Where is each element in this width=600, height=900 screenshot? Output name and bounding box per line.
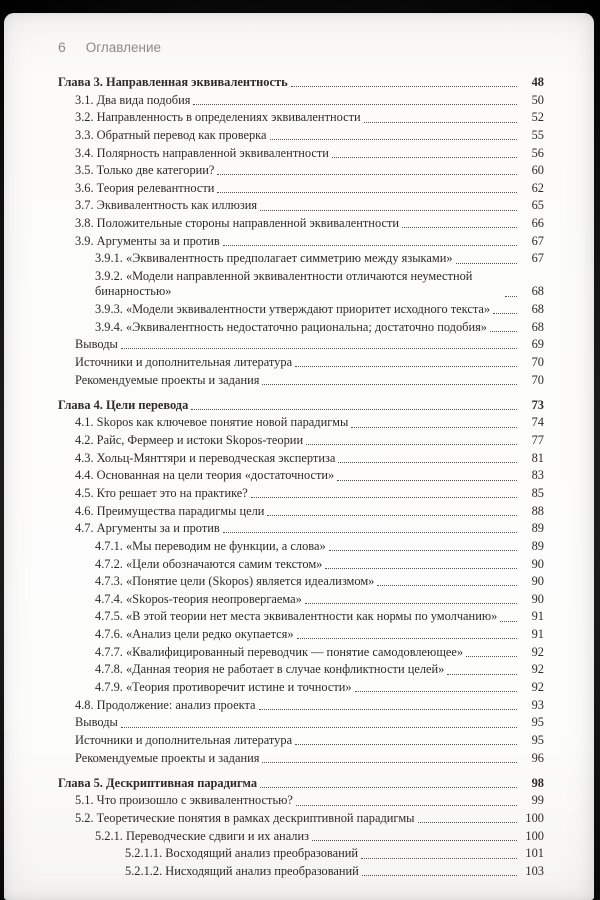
toc-row bbox=[58, 846, 544, 861]
toc-page-number: 50 bbox=[531, 92, 544, 107]
toc-entry-title: 3.9. Аргументы за и против bbox=[75, 233, 220, 248]
toc-entry-title: 5.2.1.2. Нисходящий анализ преобразований bbox=[125, 864, 359, 879]
toc-entry-title: 3.9.3. «Модели эквивалентности утверждают приоритет исходного текста» bbox=[95, 301, 491, 316]
running-header bbox=[58, 39, 544, 55]
toc-leader-dots bbox=[456, 263, 517, 264]
toc-entry-title: 4.7.9. «Теория противоречит истине и точности» bbox=[95, 680, 352, 694]
toc-row bbox=[58, 415, 544, 430]
toc-entry-title: 5.1. Что произошло с эквивалентностью? bbox=[75, 793, 293, 808]
toc-row bbox=[58, 733, 544, 748]
toc-leader-dots bbox=[297, 638, 517, 639]
toc-page-number: 68 bbox=[531, 319, 544, 334]
toc-page-number: 91 bbox=[531, 627, 544, 642]
toc-page-number: 100 bbox=[525, 828, 544, 843]
toc-row bbox=[58, 715, 544, 730]
toc-page-number: 81 bbox=[531, 450, 544, 465]
toc-leader-dots bbox=[337, 480, 517, 481]
toc-leader-dots bbox=[217, 174, 517, 175]
toc-leader-dots bbox=[223, 532, 517, 533]
toc-entry-title: 4.2. Райс, Фермеер и истоки Skopos-теории bbox=[75, 433, 304, 448]
toc-page-number: 95 bbox=[531, 715, 544, 730]
toc-page-number: 70 bbox=[531, 372, 544, 387]
toc-leader-dots bbox=[295, 366, 517, 367]
toc-entry-title: 3.9.1. «Эквивалентность предполагает симметрию между языками» bbox=[95, 251, 453, 266]
toc-leader-dots bbox=[364, 122, 517, 123]
toc-leader-dots bbox=[262, 384, 517, 385]
book-page bbox=[4, 13, 594, 900]
toc-row bbox=[58, 302, 544, 317]
toc-entry-title: 4.5. Кто решает это на практике? bbox=[75, 485, 248, 500]
toc-entry-title: 4.7.5. «В этой теории нет места эквивалентности как нормы по умолчанию» bbox=[95, 609, 498, 624]
toc-row bbox=[58, 146, 544, 161]
toc-entry-title: Источники и дополнительная литература bbox=[75, 732, 293, 747]
toc-entry-title: 3.9.4. «Эквивалентность недостаточно рациональна; достаточно подобия» bbox=[95, 319, 488, 334]
toc-row bbox=[58, 320, 544, 335]
toc-entry-title: 5.2.1. Переводческие сдвиги и их анализ bbox=[95, 828, 310, 843]
toc-row bbox=[58, 680, 544, 695]
toc-row bbox=[58, 468, 544, 483]
toc-chapter-row bbox=[58, 398, 544, 413]
toc-leader-dots bbox=[223, 245, 517, 246]
toc-entry-title: 4.7. Аргументы за и против bbox=[75, 521, 220, 536]
toc-page-number: 70 bbox=[531, 354, 544, 369]
toc-entry-title: Глава 5. Дескриптивная парадигма bbox=[58, 775, 258, 790]
toc-row bbox=[58, 128, 544, 143]
toc-leader-dots bbox=[447, 674, 517, 675]
toc-leader-dots bbox=[296, 805, 517, 806]
toc-page-number: 67 bbox=[531, 251, 544, 266]
toc-row bbox=[58, 163, 544, 178]
toc-entry-title: 3.2. Направленность в определениях эквивалентности bbox=[75, 110, 361, 125]
toc-entry-title: 3.6. Теория релевантности bbox=[75, 180, 215, 195]
toc-entry-title: 4.1. Skopos как ключевое понятие новой парадигмы bbox=[75, 415, 349, 430]
toc-page-number: 96 bbox=[531, 750, 544, 765]
toc-leader-dots bbox=[332, 157, 517, 158]
toc-page-number: 68 bbox=[531, 284, 544, 299]
toc-entry-title: Глава 4. Цели перевода bbox=[58, 397, 189, 412]
toc-entry-title: 5.2. Теоретические понятия в рамках дескриптивной парадигмы bbox=[75, 811, 415, 826]
toc-leader-dots bbox=[121, 727, 517, 728]
toc-entry-title: Выводы bbox=[75, 715, 118, 730]
toc-page-number: 88 bbox=[531, 503, 544, 518]
toc-page-number: 91 bbox=[531, 609, 544, 624]
toc-leader-dots bbox=[329, 550, 517, 551]
toc-row bbox=[58, 864, 544, 879]
toc-entry-title: 4.7.2. «Цели обозначаются самим текстом» bbox=[95, 556, 323, 571]
toc-page-number: 99 bbox=[531, 793, 544, 808]
toc-row bbox=[58, 93, 544, 108]
toc-page-number: 55 bbox=[531, 127, 544, 142]
toc-leader-dots bbox=[377, 585, 517, 586]
toc-leader-dots bbox=[306, 444, 517, 445]
toc-row bbox=[58, 521, 544, 536]
toc-row bbox=[58, 269, 544, 300]
toc-row bbox=[58, 793, 544, 808]
toc-entry-title: 4.7.3. «Понятие цели (Skopos) является идеализмом» bbox=[95, 574, 375, 589]
toc-row bbox=[58, 504, 544, 519]
toc-leader-dots bbox=[270, 139, 517, 140]
toc-page-number: 101 bbox=[525, 846, 544, 861]
toc-row bbox=[58, 557, 544, 572]
toc-page-number: 85 bbox=[531, 485, 544, 500]
toc-row bbox=[58, 574, 544, 589]
toc-leader-dots bbox=[402, 227, 517, 228]
toc-leader-dots bbox=[291, 86, 517, 87]
page-number-header: 6 bbox=[58, 39, 66, 55]
toc-page-number: 77 bbox=[531, 433, 544, 448]
toc-leader-dots bbox=[325, 568, 517, 569]
toc-leader-dots bbox=[418, 822, 518, 823]
toc-leader-dots bbox=[305, 603, 517, 604]
toc-entry-title: 4.3. Хольц-Мянттяри и переводческая экспертиза bbox=[75, 450, 336, 465]
toc-page-number: 92 bbox=[531, 662, 544, 677]
toc-page-number: 90 bbox=[531, 574, 544, 589]
toc-page-number: 69 bbox=[531, 337, 544, 352]
toc-entry-title: 3.4. Полярность направленной эквивалентности bbox=[75, 145, 329, 160]
toc-row bbox=[58, 373, 544, 388]
toc-page-number: 48 bbox=[531, 75, 544, 89]
toc-row bbox=[58, 751, 544, 766]
toc-page-number: 83 bbox=[531, 468, 544, 483]
toc-entry-title: 3.1. Два вида подобия bbox=[75, 92, 191, 107]
toc-row bbox=[58, 451, 544, 466]
toc-row bbox=[58, 234, 544, 249]
toc-row bbox=[58, 355, 544, 370]
toc-row bbox=[58, 337, 544, 352]
toc-row bbox=[58, 181, 544, 196]
toc-leader-dots bbox=[355, 691, 517, 692]
toc-row bbox=[58, 829, 544, 844]
toc-entry-title: Рекомендуемые проекты и задания bbox=[75, 372, 260, 387]
toc-row bbox=[58, 645, 544, 660]
toc-page-number: 56 bbox=[531, 145, 544, 160]
toc-page-number: 98 bbox=[531, 775, 544, 790]
toc-page-number: 103 bbox=[525, 864, 544, 879]
toc-entry-title: 3.8. Положительные стороны направленной эквивалентности bbox=[75, 216, 399, 231]
toc-row bbox=[58, 198, 544, 213]
page-header-title: Оглавление bbox=[85, 40, 162, 55]
toc-leader-dots bbox=[361, 858, 517, 859]
toc-row bbox=[58, 698, 544, 713]
toc-row bbox=[58, 662, 544, 677]
toc-leader-dots bbox=[191, 409, 517, 410]
toc-row bbox=[58, 811, 544, 826]
toc-entry-title: 4.7.4. «Skopos-теория неопровергаема» bbox=[95, 591, 302, 606]
toc-entry-title: 4.6. Преимущества парадигмы цели bbox=[75, 503, 265, 518]
toc-leader-dots bbox=[338, 462, 517, 463]
toc-entry-title: Рекомендуемые проекты и задания bbox=[75, 750, 260, 765]
toc-leader-dots bbox=[193, 104, 517, 105]
toc-page-number: 60 bbox=[531, 163, 544, 178]
toc-page-number: 65 bbox=[531, 198, 544, 213]
toc-row bbox=[58, 609, 544, 624]
toc-page-number: 90 bbox=[531, 591, 544, 606]
toc-leader-dots bbox=[505, 296, 517, 297]
toc-leader-dots bbox=[262, 762, 517, 763]
toc-leader-dots bbox=[351, 427, 517, 428]
toc-page-number: 68 bbox=[531, 301, 544, 316]
toc-page-number: 92 bbox=[531, 680, 544, 694]
toc-row bbox=[58, 433, 544, 448]
toc-chapter-row bbox=[58, 75, 544, 90]
toc-leader-dots bbox=[490, 331, 517, 332]
toc-leader-dots bbox=[259, 709, 517, 710]
toc-page-number: 100 bbox=[525, 811, 544, 826]
toc-page-number: 89 bbox=[531, 538, 544, 553]
toc-leader-dots bbox=[295, 744, 517, 745]
toc-entry-title: 3.3. Обратный перевод как проверка bbox=[75, 127, 267, 142]
toc-entry-title: Выводы bbox=[75, 337, 118, 352]
toc-entry-title: 4.7.6. «Анализ цели редко окупается» bbox=[95, 627, 294, 642]
toc-page-number: 74 bbox=[531, 415, 544, 430]
toc-entry-title: 4.4. Основанная на цели теория «достаточности» bbox=[75, 468, 335, 483]
toc-page-number: 89 bbox=[531, 521, 544, 536]
toc-leader-dots bbox=[217, 192, 517, 193]
toc-leader-dots bbox=[121, 348, 517, 349]
toc-page-number: 67 bbox=[531, 233, 544, 248]
toc-page-number: 62 bbox=[531, 180, 544, 195]
toc-leader-dots bbox=[267, 515, 517, 516]
toc-row bbox=[58, 110, 544, 125]
table-of-contents bbox=[58, 75, 544, 879]
toc-page-number: 92 bbox=[531, 644, 544, 659]
toc-entry-title: 4.8. Продолжение: анализ проекта bbox=[75, 697, 256, 712]
toc-leader-dots bbox=[260, 210, 517, 211]
toc-entry-title: 3.9.2. «Модели направленной эквивалентности отличаются неуместной бинарностью» bbox=[95, 269, 473, 299]
toc-leader-dots bbox=[312, 840, 517, 841]
toc-page-number: 90 bbox=[531, 556, 544, 571]
toc-chapter-row bbox=[58, 776, 544, 791]
toc-page-number: 93 bbox=[531, 697, 544, 712]
toc-page-number: 66 bbox=[531, 216, 544, 231]
toc-leader-dots bbox=[500, 621, 517, 622]
toc-leader-dots bbox=[466, 656, 517, 657]
toc-entry-title: Глава 3. Направленная эквивалентность bbox=[58, 75, 288, 89]
page-content bbox=[4, 13, 594, 900]
toc-entry-title: 5.2.1.1. Восходящий анализ преобразований bbox=[125, 846, 359, 861]
toc-row bbox=[58, 486, 544, 501]
toc-row bbox=[58, 592, 544, 607]
toc-leader-dots bbox=[260, 787, 517, 788]
toc-row bbox=[58, 539, 544, 554]
toc-leader-dots bbox=[251, 497, 517, 498]
toc-row bbox=[58, 251, 544, 266]
toc-row bbox=[58, 216, 544, 231]
toc-entry-title: 4.7.8. «Данная теория не работает в случае конфликтности целей» bbox=[95, 662, 445, 677]
toc-row bbox=[58, 627, 544, 642]
toc-leader-dots bbox=[362, 875, 517, 876]
toc-page-number: 52 bbox=[531, 110, 544, 125]
toc-entry-title: Источники и дополнительная литература bbox=[75, 354, 293, 369]
toc-page-number: 95 bbox=[531, 732, 544, 747]
toc-entry-title: 3.5. Только две категории? bbox=[75, 163, 215, 178]
toc-leader-dots bbox=[493, 313, 517, 314]
toc-entry-title: 4.7.1. «Мы переводим не функции, а слова» bbox=[95, 538, 326, 553]
toc-page-number: 73 bbox=[531, 397, 544, 412]
toc-entry-title: 4.7.7. «Квалифицированный переводчик — понятие самодовлеющее» bbox=[95, 644, 464, 659]
toc-entry-title: 3.7. Эквивалентность как иллюзия bbox=[75, 198, 258, 213]
